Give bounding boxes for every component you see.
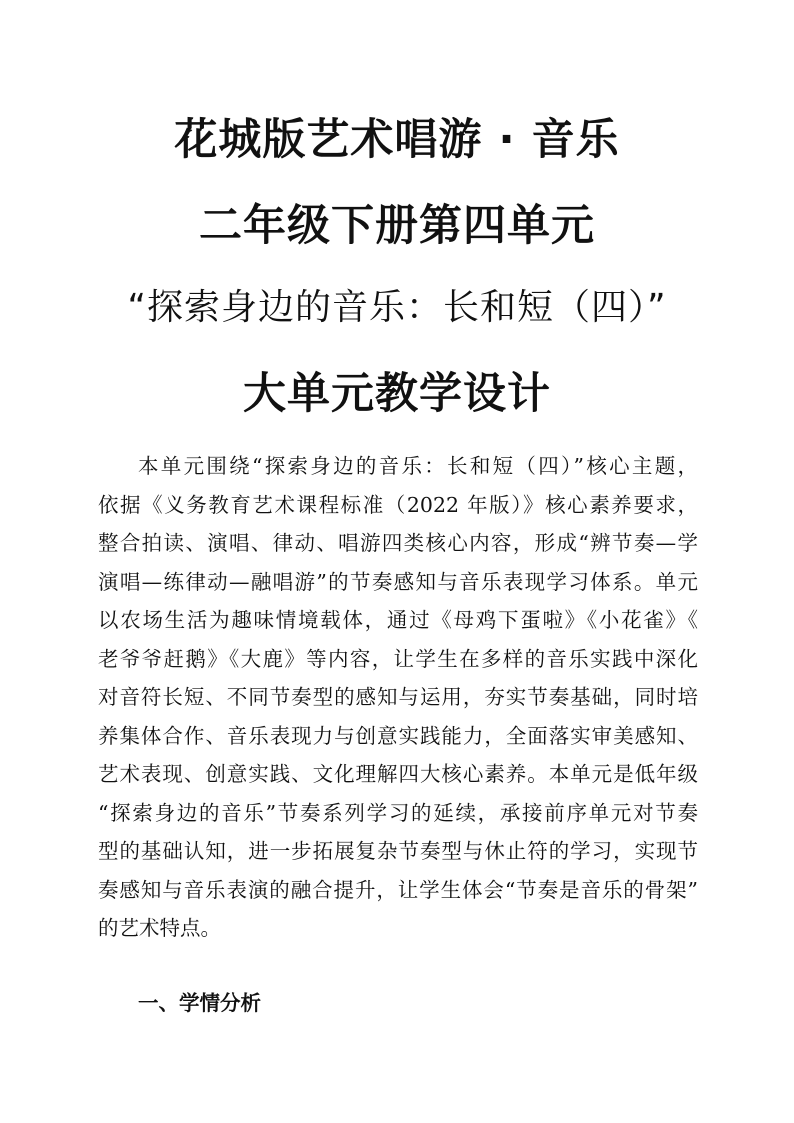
- title-line-3: “探索身边的音乐：长和短（四）”: [127, 287, 667, 328]
- intro-line: 养集体合作、音乐表现力与创意实践能力，全面落实审美感知、: [98, 723, 698, 748]
- intro-line: “探索身边的音乐”节奏系列学习的延续，承接前序单元对节奏: [98, 800, 698, 825]
- intro-line: 的艺术特点。: [98, 916, 221, 940]
- section-heading-learning-analysis: 一、学情分析: [138, 991, 261, 1015]
- intro-line: 老爷爷赶鹅》《大鹿》等内容，让学生在多样的音乐实践中深化: [98, 646, 698, 671]
- intro-line: 对音符长短、不同节奏型的感知与运用，夯实节奏基础，同时培: [98, 685, 698, 709]
- intro-line: 奏感知与音乐表演的融合提升，让学生体会“节奏是音乐的骨架”: [98, 877, 698, 902]
- intro-line: 整合拍读、演唱、律动、唱游四类核心内容，形成“辨节奏—学: [98, 531, 698, 555]
- intro-line: 本单元围绕“探索身边的音乐：长和短（四）”核心主题，: [138, 454, 698, 478]
- intro-paragraph: [98, 447, 698, 948]
- intro-line: 艺术表现、创意实践、文化理解四大核心素养。本单元是低年级: [98, 762, 698, 786]
- intro-line: 以农场生活为趣味情境载体，通过《母鸡下蛋啦》《小花雀》《: [98, 608, 698, 632]
- intro-line: 型的基础认知，进一步拓展复杂节奏型与休止符的学习，实现节: [98, 839, 698, 863]
- intro-line: 依据《义务教育艺术课程标准（2022 年版）》核心素养要求，: [98, 492, 698, 517]
- title-line-2: 二年级下册第四单元: [199, 201, 595, 251]
- title-line-1: 花城版艺术唱游 · 音乐: [174, 115, 620, 165]
- title-line-4: 大单元教学设计: [243, 369, 551, 419]
- intro-line: 演唱—练律动—融唱游”的节奏感知与音乐表现学习体系。单元: [98, 569, 698, 594]
